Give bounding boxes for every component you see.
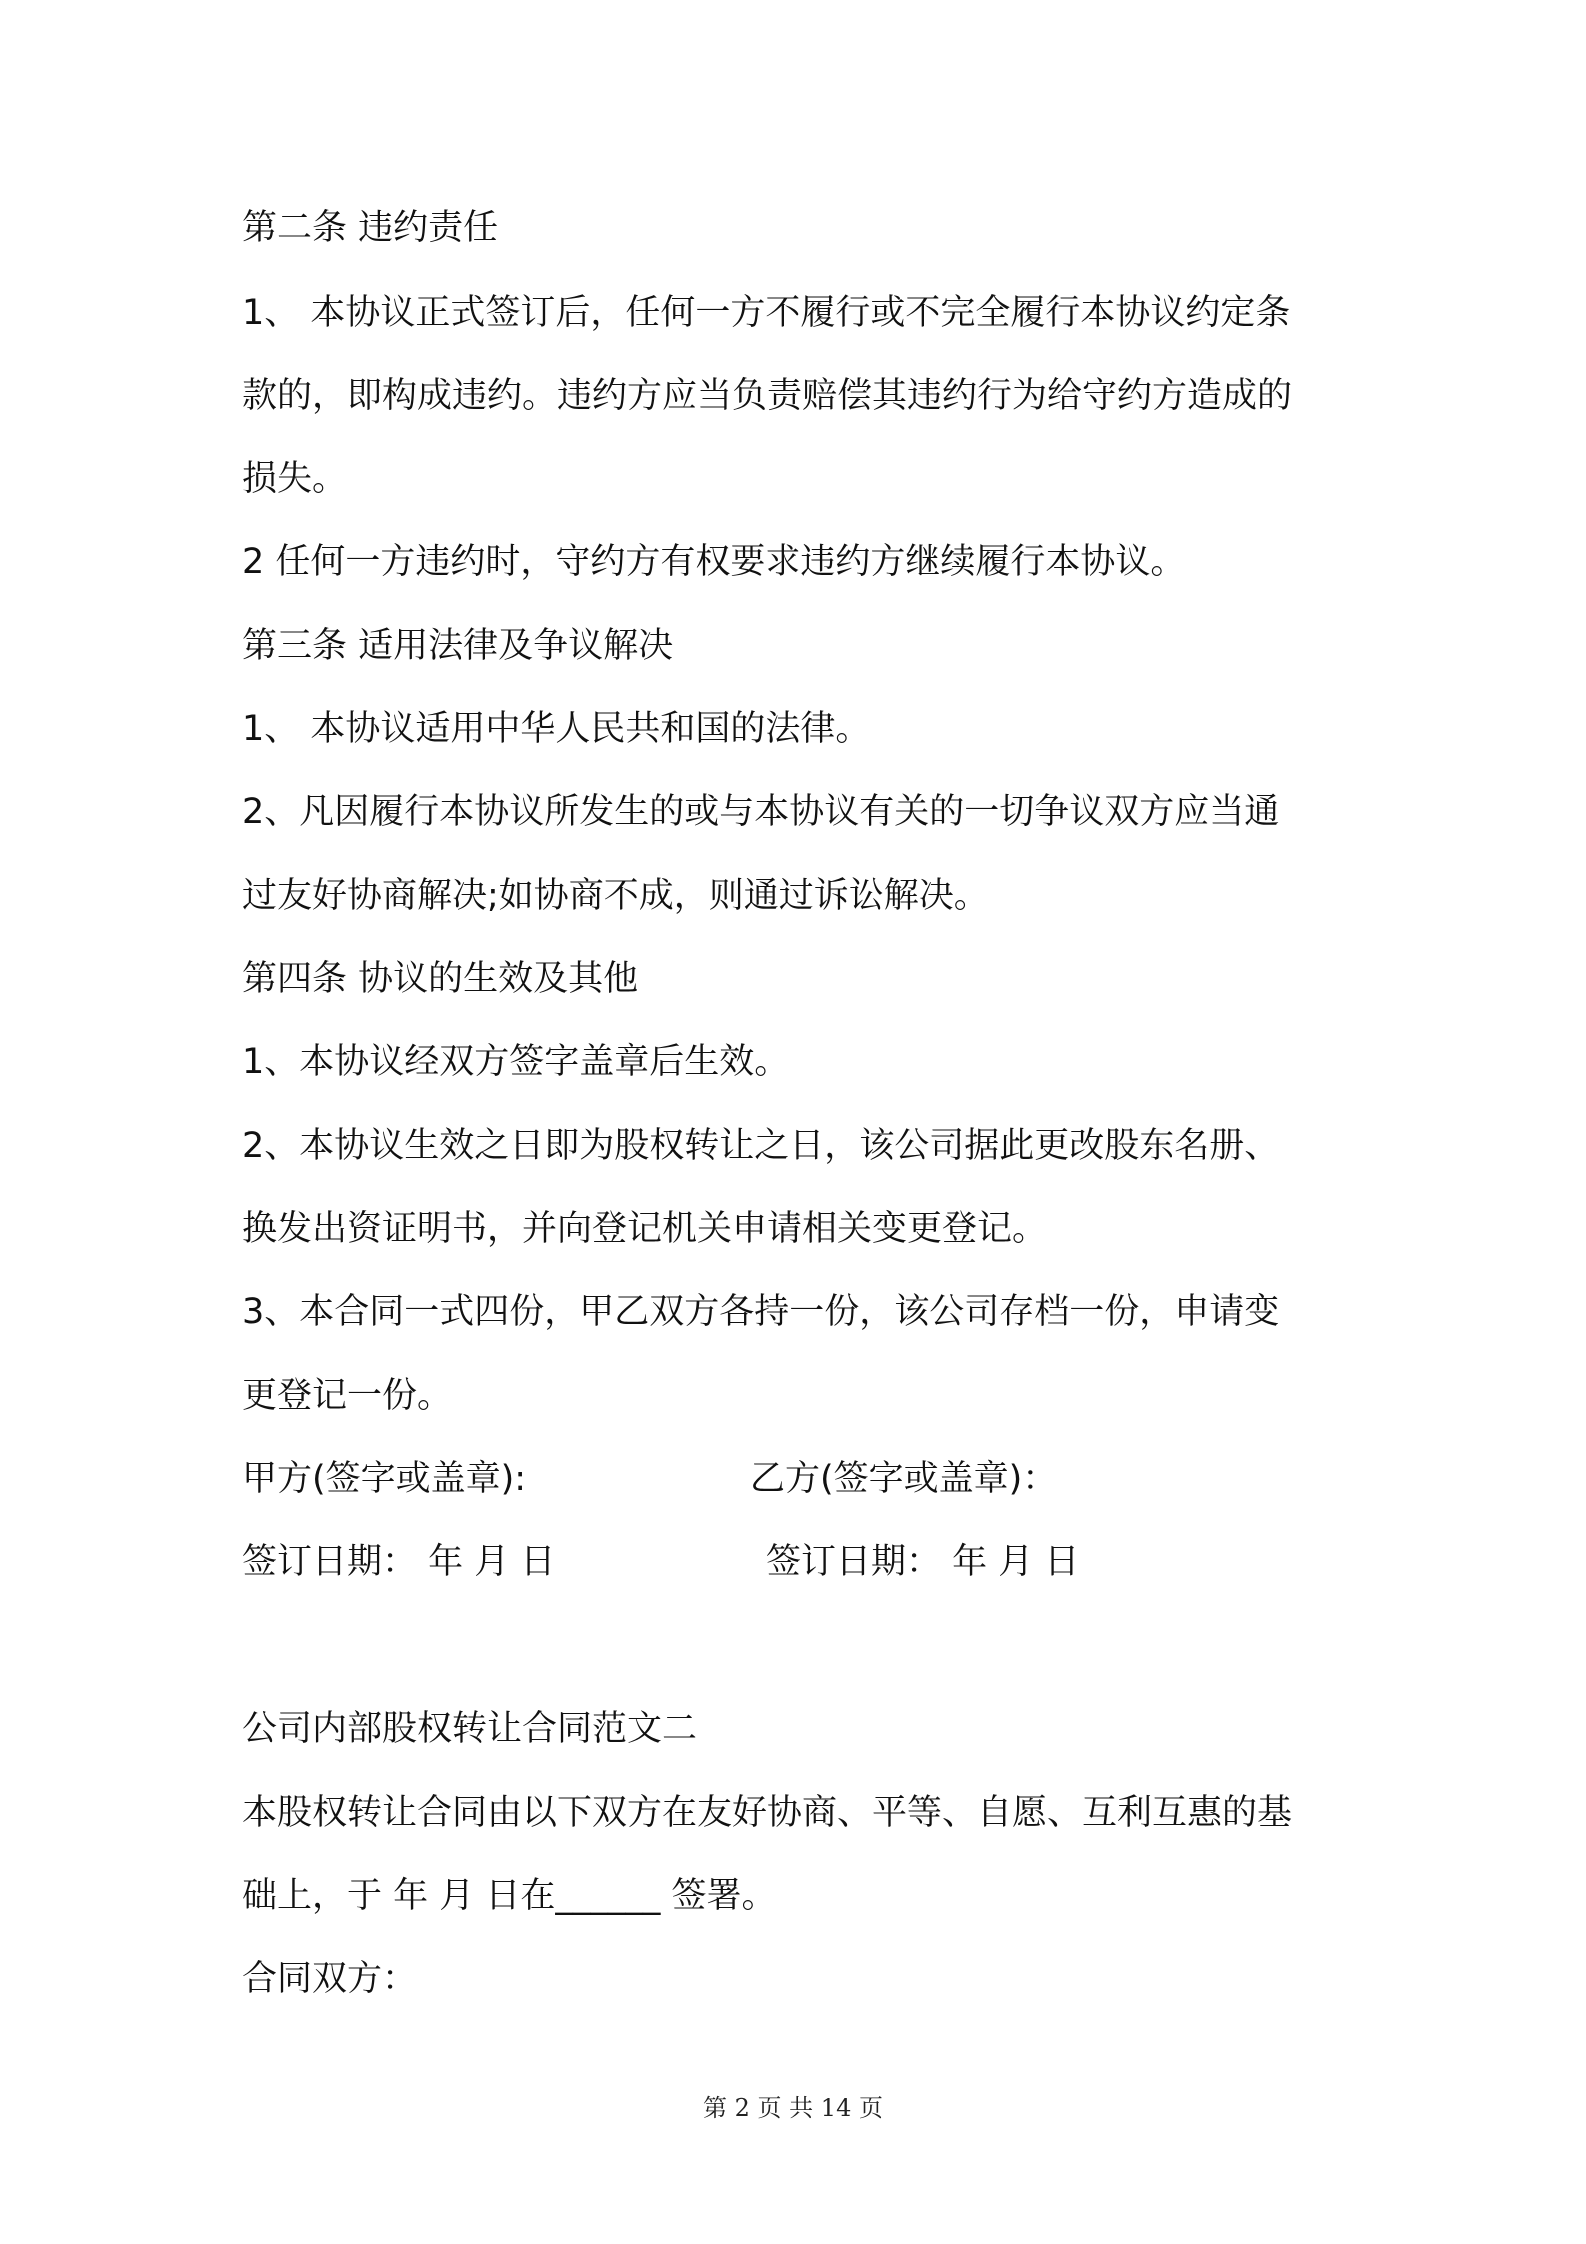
paragraph-line: 更登记一份。 [242, 1376, 453, 1416]
paragraph-line: 换发出资证明书，并向登记机关申请相关变更登记。 [242, 1209, 1048, 1249]
party-a-signature: 甲方(签字或盖章): [242, 1459, 527, 1499]
paragraph-line: 3、本合同一式四份，甲乙双方各持一份，该公司存档一份，申请变 [242, 1292, 1280, 1332]
paragraph-line: 2 任何一方违约时，守约方有权要求违约方继续履行本协议。 [242, 542, 1186, 582]
party-b-signature: 乙方(签字或盖章)： [750, 1459, 1058, 1499]
contract-parties-label: 合同双方： [242, 1959, 418, 1999]
paragraph-line: 1、本协议经双方签字盖章后生效。 [242, 1042, 790, 1082]
section-2-title: 公司内部股权转让合同范文二 [242, 1709, 698, 1749]
page-number-footer: 第 2 页 共 14 页 [703, 2094, 883, 2122]
paragraph-line: 2、本协议生效之日即为股权转让之日，该公司据此更改股东名册、 [242, 1126, 1280, 1166]
paragraph-line: 过友好协商解决;如协商不成，则通过诉讼解决。 [242, 876, 989, 916]
article-4-heading: 第四条 协议的生效及其他 [242, 959, 639, 999]
paragraph-line: 款的，即构成违约。违约方应当负责赔偿其违约行为给守约方造成的 [242, 376, 1293, 416]
paragraph-line: 1、 本协议适用中华人民共和国的法律。 [242, 709, 871, 749]
party-a-sign-date: 签订日期： 年 月 日 [242, 1542, 556, 1582]
paragraph-line: 础上，于 年 月 日在______ 签署。 [242, 1876, 777, 1916]
paragraph-line: 损失。 [242, 459, 348, 499]
paragraph-line: 本股权转让合同由以下双方在友好协商、平等、自愿、互利互惠的基 [242, 1793, 1293, 1833]
article-2-heading: 第二条 违约责任 [242, 208, 499, 248]
paragraph-line: 2、凡因履行本协议所发生的或与本协议有关的一切争议双方应当通 [242, 792, 1280, 832]
party-b-sign-date: 签订日期： 年 月 日 [766, 1542, 1080, 1582]
article-3-heading: 第三条 适用法律及争议解决 [242, 626, 674, 666]
paragraph-line: 1、 本协议正式签订后，任何一方不履行或不完全履行本协议约定条 [242, 293, 1291, 333]
